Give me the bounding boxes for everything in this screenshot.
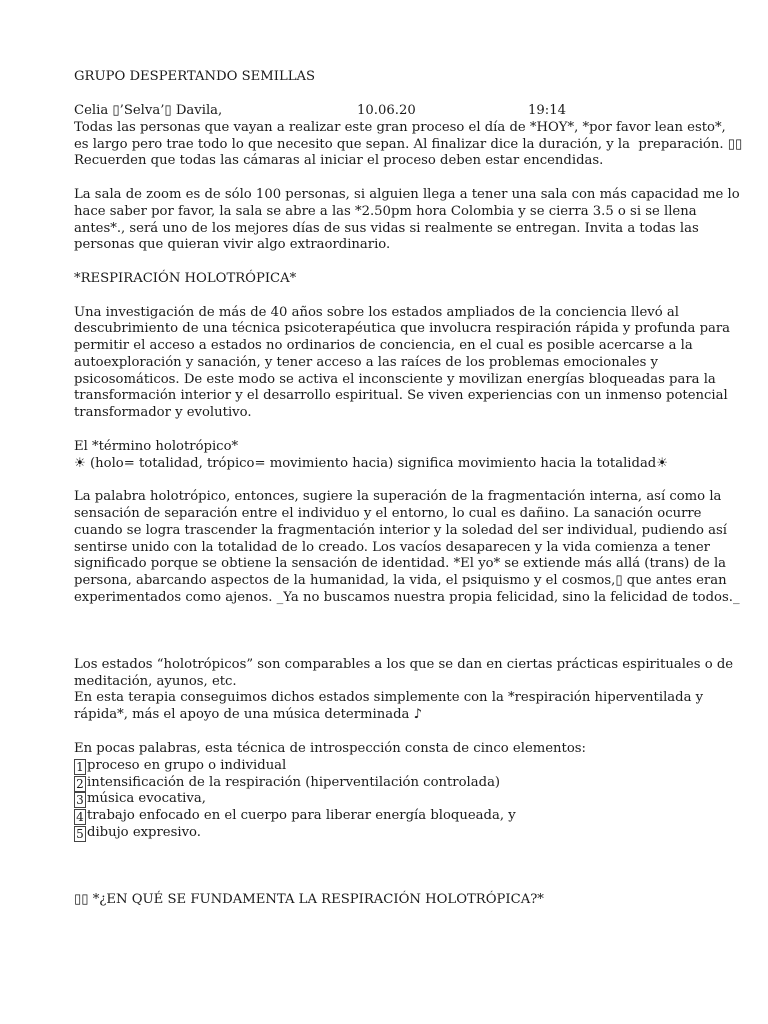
message-date: 10.06.20 <box>357 103 416 118</box>
list-item <box>74 825 201 842</box>
zoom-paragraph-line: personas que quieran vivir algo extraordinario. <box>74 237 391 252</box>
term-definition: ☀ (holo= totalidad, trópico= movimiento hacia) significa movimiento hacia la totalidad☀ <box>74 456 669 471</box>
message-time: 19:14 <box>528 103 567 118</box>
research-paragraph-line: Una investigación de más de 40 años sobre los estados ampliados de la conciencia llevó al <box>74 305 679 320</box>
zoom-paragraph-line: La sala de zoom es de sólo 100 personas, si alguien llega a tener una sala con más capacidad me lo <box>74 187 740 202</box>
intro-line: Recuerden que todas las cámaras al iniciar el proceso deben estar encendidas. <box>74 153 604 168</box>
list-item-text: intensificación de la respiración (hiperventilación controlada) <box>87 775 501 790</box>
holotropic-paragraph-line: La palabra holotrópico, entonces, sugiere la superación de la fragmentación interna, así como la <box>74 489 722 504</box>
final-heading: ▯▯ *¿EN QUÉ SE FUNDAMENTA LA RESPIRACIÓN HOLOTRÓPICA?* <box>74 892 544 907</box>
research-paragraph-line: psicosomáticos. De este modo se activa el inconsciente y movilizan energías bloqueadas para la <box>74 372 716 387</box>
list-item <box>74 758 286 775</box>
list-item <box>74 808 516 825</box>
intro-line: Todas las personas que vayan a realizar este gran proceso el día de *HOY*, *por favor lean esto*, <box>74 120 726 135</box>
research-paragraph-line: transformación interior y el desarrollo espiritual. Se viven experiencias con un inmenso potencial <box>74 388 728 403</box>
section-title: *RESPIRACIÓN HOLOTRÓPICA* <box>74 271 297 286</box>
research-paragraph-line: autoexploración y sanación, y tener acceso a las raíces de los problemas emocionales y <box>74 355 658 370</box>
number-box-icon: 1 <box>74 759 86 775</box>
research-paragraph-line: transformador y evolutivo. <box>74 405 252 420</box>
list-item <box>74 775 500 792</box>
term-heading: El *término holotrópico* <box>74 439 239 454</box>
number-box-icon: 2 <box>74 776 86 792</box>
list-item-text: dibujo expresivo. <box>87 825 201 840</box>
holotropic-paragraph-line: persona, abarcando aspectos de la humanidad, la vida, el psiquismo y el cosmos,▯ que antes eran <box>74 573 727 588</box>
list-item-text: música evocativa, <box>87 791 206 806</box>
holotropic-paragraph-line: cuando se logra trascender la fragmentación interior y la soledad del ser individual, pudiendo así <box>74 523 727 538</box>
holotropic-paragraph-line: experimentados como ajenos. _Ya no buscamos nuestra propia felicidad, sino la felicidad de todos._ <box>74 590 740 605</box>
list-item-text: trabajo enfocado en el cuerpo para liberar energía bloqueada, y <box>87 808 516 823</box>
list-item <box>74 791 206 808</box>
number-box-icon: 4 <box>74 809 86 825</box>
states-paragraph-line: Los estados “holotrópicos” son comparables a los que se dan en ciertas prácticas espirituales o de <box>74 657 734 672</box>
states-paragraph-line: En esta terapia conseguimos dichos estados simplemente con la *respiración hiperventilada y <box>74 690 704 705</box>
intro-line: es largo pero trae todo lo que necesito que sepan. Al finalizar dice la duración, y la preparación. ▯▯ <box>74 137 743 152</box>
research-paragraph-line: descubrimiento de una técnica psicoterapéutica que involucra respiración rápida y profunda para <box>74 321 731 336</box>
states-paragraph-line: rápida*, más el apoyo de una música determinada ♪ <box>74 707 423 722</box>
elements-intro: En pocas palabras, esta técnica de introspección consta de cinco elementos: <box>74 741 587 756</box>
number-box-icon: 5 <box>74 826 86 842</box>
holotropic-paragraph-line: sentirse unido con la totalidad de lo creado. Los vacíos desaparecen y la vida comienza a tener <box>74 540 710 555</box>
holotropic-paragraph-line: sensación de separación entre el individuo y el entorno, lo cual es dañino. La sanación ocurre <box>74 506 702 521</box>
research-paragraph-line: permitir el acceso a estados no ordinarios de conciencia, en el cual es posible acercarse a la <box>74 338 693 353</box>
document-title: GRUPO DESPERTANDO SEMILLAS <box>74 69 316 84</box>
states-paragraph-line: meditación, ayunos, etc. <box>74 674 237 689</box>
author-name: Celia ▯’Selva’▯ Davila, <box>74 103 223 118</box>
zoom-paragraph-line: antes*., será uno de los mejores días de sus vidas si realmente se entregan. Invita a todas las <box>74 221 699 236</box>
list-item-text: proceso en grupo o individual <box>87 758 287 773</box>
zoom-paragraph-line: hace saber por favor, la sala se abre a las *2.50pm hora Colombia y se cierra 3.5 o si se llena <box>74 204 697 219</box>
number-box-icon: 3 <box>74 792 86 808</box>
holotropic-paragraph-line: significado porque se obtiene la sensación de identidad. *El yo* se extiende más allá (trans) de la <box>74 556 727 571</box>
